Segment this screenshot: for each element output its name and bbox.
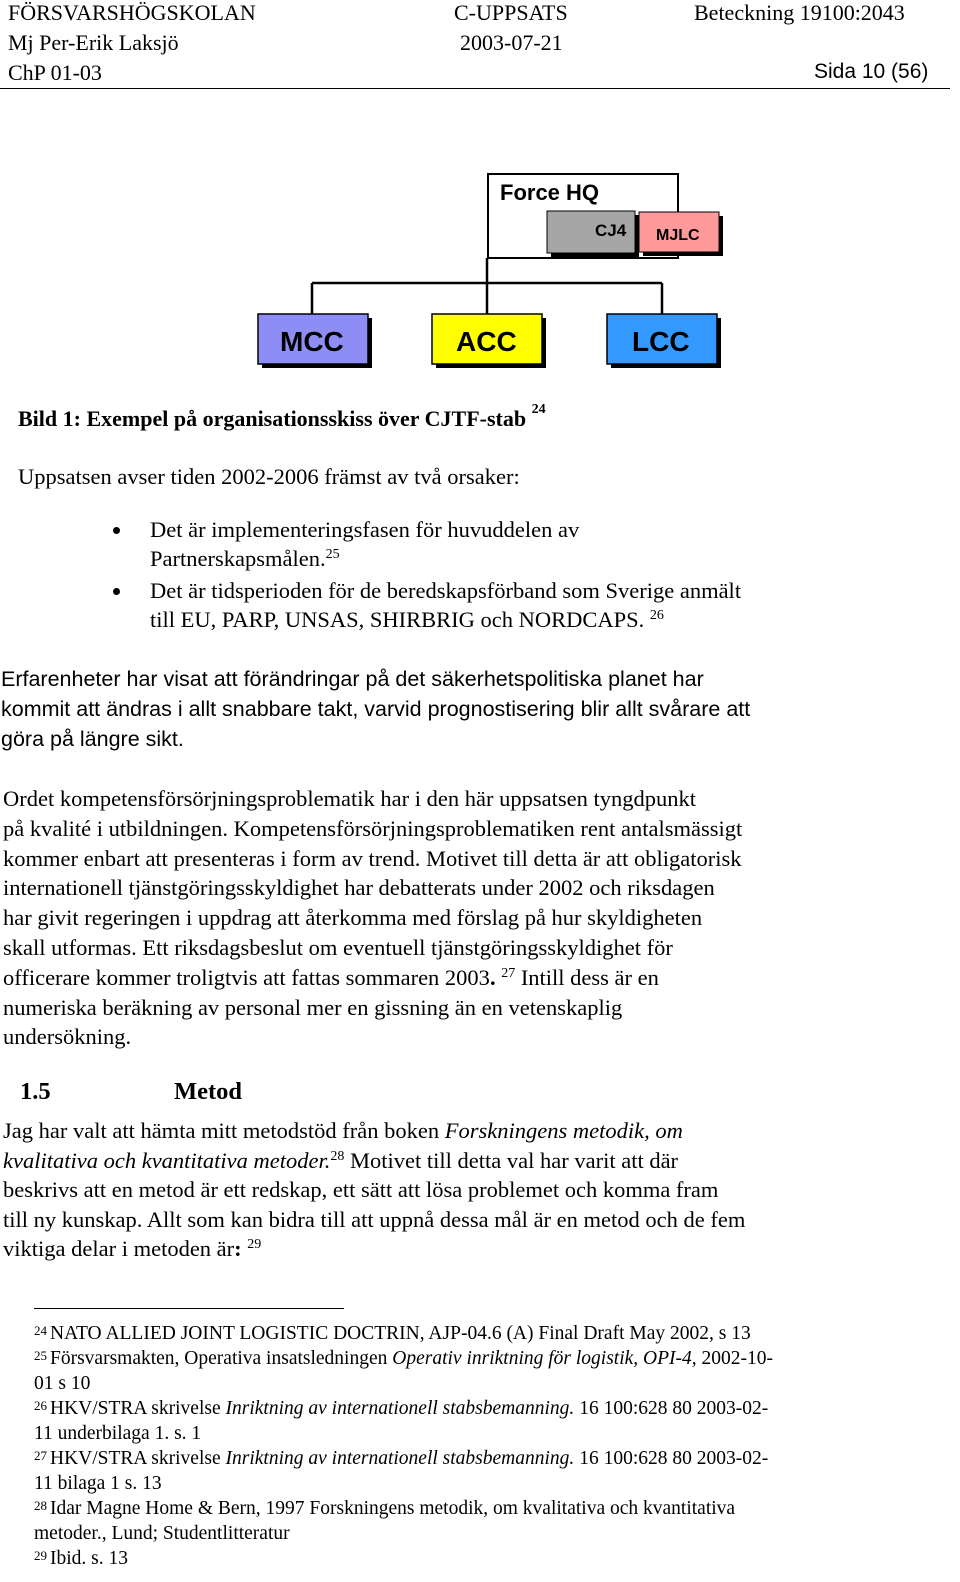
bullet-2-line-2: till EU, PARP, UNSAS, SHIRBRIG och NORDCAPS. $^{26}$ <box>150 607 664 632</box>
paragraph-2-line: Ordet kompetensförsörjningsproblematik har i den här uppsatsen tyngdpunkt <box>3 786 696 811</box>
mjlc-label: MJLC <box>656 227 700 244</box>
bullet-marker <box>113 527 120 534</box>
paragraph-2-line: undersökning. <box>3 1024 132 1050</box>
header-course: ChP 01-03 <box>8 60 102 85</box>
footnote-26-cont: 11 underbilaga 1. s. 1 <box>34 1423 202 1444</box>
mcc-label: MCC <box>280 326 344 357</box>
footnote-ref: 25 <box>325 547 340 562</box>
paragraph-2-line: på kvalité i utbildningen. Kompetensförsörjningsproblematiken rent antalsmässigt <box>3 815 743 841</box>
footnotes <box>34 1321 773 1571</box>
org-connectors <box>312 258 662 314</box>
paragraph-2 <box>3 784 742 1052</box>
caption-text: Bild 1: Exempel på organisationsskiss över CJTF-stab <box>18 406 527 431</box>
paragraph-2-line: officerare kommer troligtvis att fattas sommaren 2003. $^{27}$ Intill dess är en <box>3 964 659 990</box>
acc-label: ACC <box>456 326 517 357</box>
footnote-separator <box>34 1308 344 1309</box>
footnote-ref: 29 <box>247 1237 262 1253</box>
paragraph-2-line: skall utformas. Ett riksdagsbeslut om eventuell tjänstgöringsskyldighet för <box>3 934 673 960</box>
paragraph-2-line: numeriska beräkning av personal mer en gissning än en vetenskaplig <box>3 994 623 1020</box>
paragraph-2-line: har givit regeringen i uppdrag att återkomma med förslag på hur skyldigheten <box>3 905 703 931</box>
paragraph-3-line: viktiga delar i metoden är: $^{29}$ <box>3 1236 262 1262</box>
footnote-24: $^{24}$ NATO ALLIED JOINT LOGISTIC DOCTRIN, AJP-04.6 (A) Final Draft May 2002, s 13 <box>34 1323 751 1344</box>
paragraph-3-line: beskrivs att en metod är ett redskap, ett sätt att lösa problemet och komma fram <box>3 1177 719 1203</box>
footnote-ref: 28 <box>330 1148 345 1164</box>
footnote-28: $^{28}$ Idar Magne Home & Bern, 1997 Forskningens metodik, om kvalitativa och kvantitativa <box>34 1498 736 1519</box>
bullet-1-line-2: Partnerskapsmålen.$^{25}$ <box>150 546 340 571</box>
paragraph-3-line: kvalitativa och kvantitativa metoder.$^{28}$ Motivet till detta val har varit att där <box>3 1147 679 1173</box>
paragraph-1-line: Erfarenheter har visat att förändringar på det säkerhetspolitiska planet har <box>1 667 704 691</box>
header-doc-type: C-UPPSATS <box>454 0 568 25</box>
footnote-27: $^{27}$ HKV/STRA skrivelse Inriktning av internationell stabsbemanning. 16 100:628 80 2003-02- <box>34 1448 769 1469</box>
footnote-27-cont: 11 bilaga 1 s. 13 <box>34 1473 162 1494</box>
header-designation: Beteckning 19100:2043 <box>694 0 905 25</box>
paragraph-3 <box>3 1116 745 1264</box>
footnote-ref: 26 <box>649 608 664 623</box>
cj4-label: CJ4 <box>595 221 627 240</box>
footnote-28-cont: metoder., Lund; Studentlitteratur <box>34 1523 290 1544</box>
footnote-25-cont: 01 s 10 <box>34 1373 91 1394</box>
section-number: 1.5 <box>20 1078 51 1105</box>
org-diagram <box>0 0 960 380</box>
header-org: FÖRSVARSHÖGSKOLAN <box>8 0 256 25</box>
footnote-29: $^{29}$ Ibid. s. 13 <box>34 1548 128 1569</box>
header-page-number: Sida 10 (56) <box>814 60 929 83</box>
header-author: Mj Per-Erik Laksjö <box>8 30 179 55</box>
bullet-1-line-1: Det är implementeringsfasen för huvuddelen av <box>150 517 580 542</box>
lcc-label: LCC <box>632 326 690 357</box>
intro-text: Uppsatsen avser tiden 2002-2006 främst av två orsaker: <box>18 464 520 489</box>
paragraph-3-line: till ny kunskap. Allt som kan bidra till att uppnå dessa mål är en metod och de fem <box>3 1206 746 1232</box>
footnote-25: $^{25}$ Försvarsmakten, Operativa insatsledningen Operativ inriktning för logistik, OPI-4, 2002-10- <box>34 1348 774 1369</box>
paragraph-2-line: internationell tjänstgöringsskyldighet har debatterats under 2002 och riksdagen <box>3 875 715 901</box>
paragraph-1 <box>1 664 750 754</box>
section-title: Metod <box>174 1078 243 1105</box>
paragraph-1-line: göra på längre sikt. <box>1 727 184 751</box>
bullet-marker <box>113 588 120 595</box>
paragraph-3-line: Jag har valt att hämta mitt metodstöd från boken Forskningens metodik, om <box>3 1118 683 1143</box>
figure-caption <box>18 402 546 432</box>
bullet-2-line-1: Det är tidsperioden för de beredskapsförband som Sverige anmält <box>150 578 742 603</box>
header-date: 2003-07-21 <box>460 30 563 55</box>
footnote-26: $^{26}$ HKV/STRA skrivelse Inriktning av internationell stabsbemanning. 16 100:628 80 2003-02- <box>34 1398 769 1419</box>
paragraph-1-line: kommit att ändras i allt snabbare takt, varvid prognostisering blir allt svårare att <box>1 697 751 721</box>
caption-footnote-ref: 24 <box>531 402 546 417</box>
footnote-ref: 27 <box>501 965 516 981</box>
paragraph-2-line: kommer enbart att presenteras i form av trend. Motivet till detta är att obligatorisk <box>3 845 742 871</box>
force-hq-label: Force HQ <box>500 180 600 205</box>
